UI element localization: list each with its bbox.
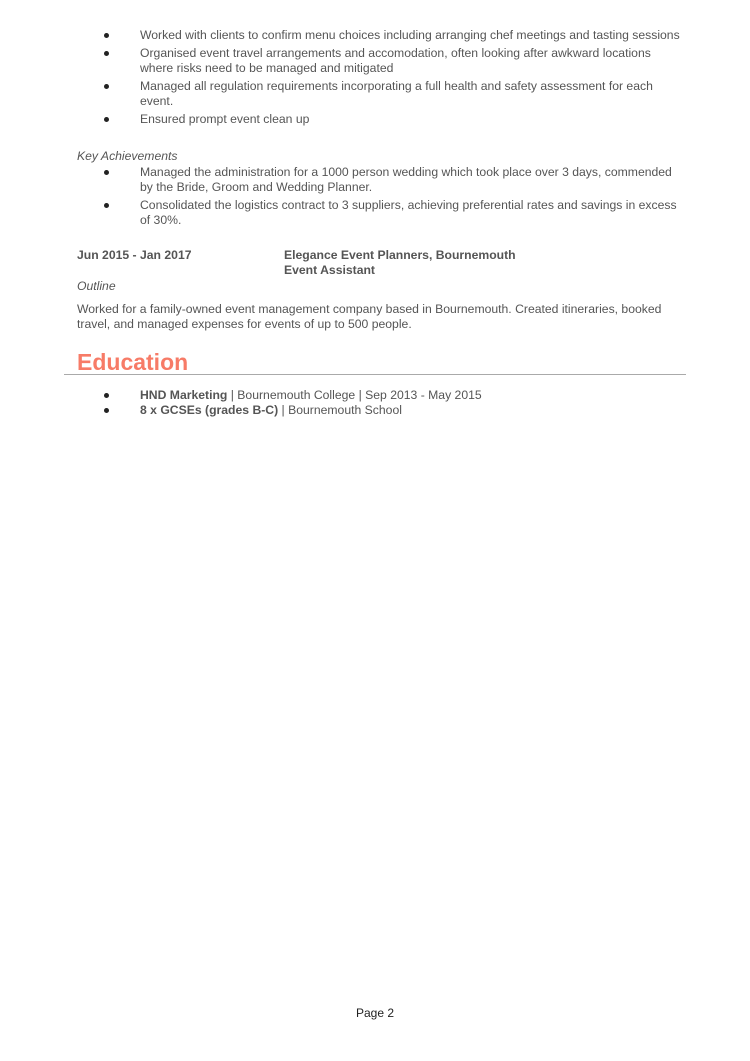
bullet-icon	[104, 408, 109, 413]
achievements-list	[0, 165, 750, 231]
list-item	[0, 79, 750, 109]
qualification-details: | Bournemouth School	[278, 403, 402, 417]
list-item	[0, 198, 750, 228]
responsibility-text: Ensured prompt event clean up	[140, 112, 310, 126]
job-dates: Jun 2015 - Jan 2017	[77, 248, 192, 262]
education-list	[0, 388, 750, 421]
list-item	[0, 46, 750, 76]
bullet-icon	[104, 117, 109, 122]
job-company: Elegance Event Planners, Bournemouth	[284, 248, 516, 262]
section-divider	[64, 374, 686, 375]
qualification-details: | Bournemouth College | Sep 2013 - May 2015	[227, 388, 482, 402]
responsibility-text: Worked with clients to confirm menu choices including arranging chef meetings and tasting sessions	[140, 28, 680, 42]
bullet-icon	[104, 203, 109, 208]
list-item	[0, 165, 750, 195]
qualification-name: 8 x GCSEs (grades B-C)	[140, 403, 279, 417]
job-outline: Worked for a family-owned event management company based in Bournemouth. Created itineraries, booked travel, and managed expenses for events of up to 500 people.	[77, 302, 662, 331]
list-item	[0, 403, 750, 418]
education-heading: Education	[77, 349, 189, 375]
list-item	[0, 28, 750, 43]
bullet-icon	[104, 170, 109, 175]
list-item	[0, 112, 750, 127]
key-achievements-label: Key Achievements	[77, 149, 178, 163]
responsibility-text: Organised event travel arrangements and accomodation, often looking after awkward locations where risks need to be managed and mitigated	[140, 46, 651, 75]
job-title: Event Assistant	[284, 263, 375, 277]
outline-label: Outline	[77, 279, 116, 293]
page-number: Page 2	[355, 1006, 395, 1020]
bullet-icon	[104, 84, 109, 89]
bullet-icon	[104, 393, 109, 398]
achievement-text: Managed the administration for a 1000 person wedding which took place over 3 days, commended by the Bride, Groom and Wedding Planner.	[140, 165, 672, 194]
bullet-icon	[104, 33, 109, 38]
list-item	[0, 388, 750, 403]
responsibilities-list	[0, 28, 750, 130]
responsibility-text: Managed all regulation requirements incorporating a full health and safety assessment for each event.	[140, 79, 653, 108]
achievement-text: Consolidated the logistics contract to 3 suppliers, achieving preferential rates and savings in excess of 30%.	[140, 198, 677, 227]
qualification-name: HND Marketing	[140, 388, 228, 402]
bullet-icon	[104, 51, 109, 56]
